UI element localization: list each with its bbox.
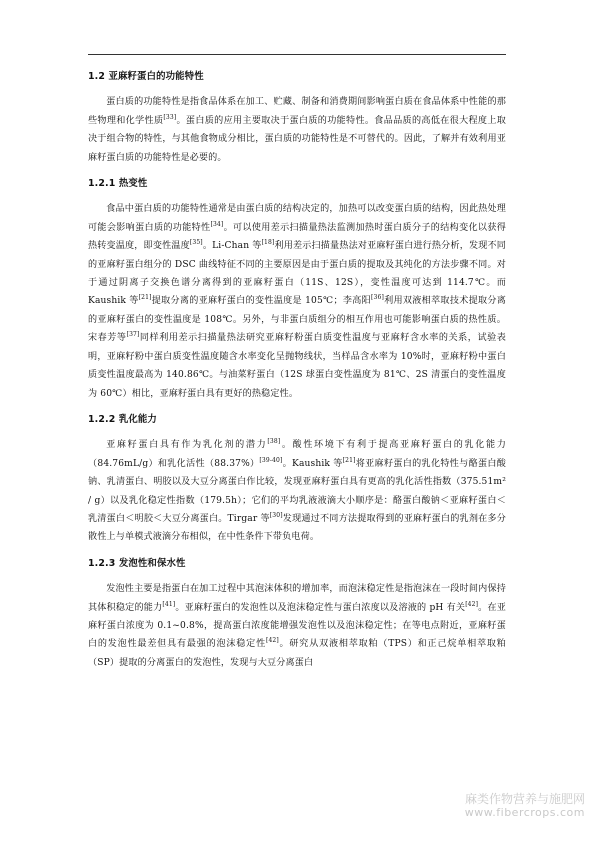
citation: [41] — [162, 600, 176, 608]
citation: [36] — [371, 294, 384, 302]
subsection-title-foaming: 1.2.3 发泡性和保水性 — [88, 557, 186, 569]
citation: [35] — [189, 239, 203, 247]
citation: [42] — [465, 600, 479, 608]
watermark-url: www.fibercrops.com — [464, 806, 585, 819]
intro-paragraph: 蛋白质的功能特性是指食品体系在加工、贮藏、制备和消费期间影响蛋白质在食品体系中性能的那些物理和化学性质[33]。蛋白质的应用主要取决于蛋白质的功能特性。食品品质的高低在很大程度上取决于组合物的特性，与其他食物成分相比，蛋白质的功能特性是不可替代的。因此，了解并有效利用亚麻籽蛋白质的功能特性是必要的。 — [88, 97, 506, 163]
citation: [21] — [342, 456, 356, 464]
header-rule — [88, 54, 506, 55]
citation: [34] — [210, 220, 224, 228]
emulsifying-paragraph: 亚麻籽蛋白具有作为乳化剂的潜力[38]。酸性环境下有利于提高亚麻籽蛋白的乳化能力（84.76mL/g）和乳化活性（88.37%）[39-40]。Kaushik 等[21]将亚麻籽蛋白的乳化特性与酪蛋白酸钠、乳清蛋白、明胶以及大豆分离蛋白作比较，发现亚麻籽蛋白具有更高的乳化活性指数（375.51m² / g）以及乳化稳定性指数（179.5h）；它们的平均乳液液滴大小顺序是：酪蛋白酸钠＜亚麻籽蛋白＜乳清蛋白＜明胶＜大豆分离蛋白。Tirgar 等[30]发现通过不同方法提取得到的亚麻籽蛋白的乳剂在多分散性上与单模式液滴分布相似，在中性条件下带负电荷。 — [88, 438, 506, 543]
citation: [18] — [261, 239, 275, 247]
thermal-paragraph: 食品中蛋白质的功能特性通常是由蛋白质的结构决定的，加热可以改变蛋白质的结构，因此热处理可能会影响蛋白质的功能特性[34]。可以使用差示扫描量热法监测加热时蛋白质分子的结构变化以获得热转变温度，即变性温度[35]。Li-Chan 等[18]利用差示扫描量热法对亚麻籽蛋白进行热分析，发现不同的亚麻籽蛋白组分的 DSC 曲线特征不同的主要原因是由于蛋白质的提取及其纯化的方法步骤不同。对于通过阴离子交换色谱分离得到的亚麻籽蛋白（11S、12S），变性温度可达到 114.7℃。而 Kaushik 等[21]提取分离的亚麻籽蛋白的变性温度是 105℃；李高阳[36]利用双液相萃取技术提取分离的亚麻籽蛋白的变性温度是 108℃。另外，与非蛋白质组分的相互作用也可能影响蛋白质的热性质。宋春芳等[37]同样利用差示扫描量热法研究亚麻籽粉蛋白质变性温度与亚麻籽含水率的关系，试验表明，亚麻籽粉中蛋白质变性温度随含水率变化呈抛物线状，当样品含水率为 10%时，亚麻籽粉中蛋白质变性温度最高为 140.86℃。与油菜籽蛋白（12S 球蛋白变性温度为 81℃、2S 清蛋白的变性温度为 60℃）相比，亚麻籽蛋白具有更好的热稳定性。 — [88, 204, 506, 399]
page-content — [88, 66, 506, 672]
citation: [33] — [163, 113, 177, 121]
citation: [38] — [267, 438, 281, 446]
watermark-site-name: 麻类作物营养与施肥网 — [464, 792, 585, 806]
citation: [30] — [269, 511, 283, 519]
subsection-title-emulsifying: 1.2.2 乳化能力 — [88, 413, 157, 425]
section-title: 1.2 亚麻籽蛋白的功能特性 — [88, 71, 204, 82]
citation: [42] — [265, 637, 279, 645]
site-watermark — [465, 792, 585, 820]
subsection-title-thermal: 1.2.1 热变性 — [88, 178, 148, 190]
citation: [21] — [138, 294, 152, 302]
citation: [37] — [126, 331, 140, 339]
foaming-paragraph: 发泡性主要是指蛋白在加工过程中其泡沫体积的增加率，而泡沫稳定性是指泡沫在一段时间内保持其体积稳定的能力[41]。亚麻籽蛋白的发泡性以及泡沫稳定性与蛋白浓度以及溶液的 pH 有关[42]。在亚麻籽蛋白浓度为 0.1~0.8%，提高蛋白浓度能增强发泡性以及泡沫稳定性；在等电点附近，亚麻籽蛋白的发泡性最差但具有最强的泡沫稳定性[42]。研究从双液相萃取粕（TPS）和正己烷单相萃取粕（SP）提取的分离蛋白的发泡性，发现与大豆分离蛋白 — [88, 584, 507, 668]
citation: [39-40] — [259, 456, 283, 464]
